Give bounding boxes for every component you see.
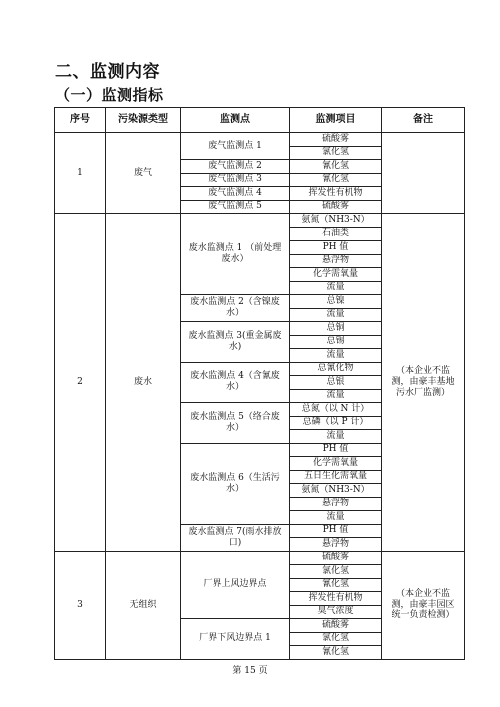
cell-monitor-item: 挥发性有机物 <box>290 187 382 201</box>
cell-monitor-item: 流量 <box>290 281 382 295</box>
cell-monitor-item: PH 值 <box>290 241 382 255</box>
table-row <box>55 214 465 228</box>
cell-monitor-item: 悬浮物 <box>290 497 382 511</box>
cell-monitor-item: 氰化氢 <box>290 646 382 660</box>
cell-monitor-point <box>181 322 290 363</box>
table-body <box>55 133 465 660</box>
cell-monitor-point <box>181 187 290 201</box>
cell-monitor-item: 化学需氧量 <box>290 457 382 471</box>
cell-monitor-item: 硫酸雾 <box>290 551 382 565</box>
cell-monitor-item: 氨氮（NH3-N） <box>290 214 382 228</box>
cell-monitor-item: 总镍 <box>290 295 382 309</box>
table-header-row <box>55 108 465 133</box>
cell-monitor-point <box>181 160 290 174</box>
cell-source-type: 废水 <box>106 214 181 552</box>
monitor-point-label: 废气监测点 5 <box>208 201 262 212</box>
header-source-type: 污染源类型 <box>106 108 181 133</box>
monitor-point-label: 废水监测点 1 （前处理废水） <box>188 243 282 264</box>
cell-monitor-item: 氰化氢 <box>290 578 382 592</box>
cell-monitor-point <box>181 214 290 295</box>
cell-no: 1 <box>55 133 106 214</box>
header-no: 序号 <box>55 108 106 133</box>
cell-monitor-point <box>181 362 290 403</box>
monitor-point-label: 废气监测点 3 <box>208 174 262 185</box>
cell-no: 3 <box>55 551 106 659</box>
cell-monitor-item: 氯化氢 <box>290 632 382 646</box>
cell-monitor-point <box>181 173 290 187</box>
cell-monitor-item: PH 值 <box>290 524 382 538</box>
remark-text: （本企业不监测，由豪丰园区统一负责检测） <box>391 588 455 621</box>
cell-monitor-point <box>181 524 290 551</box>
cell-monitor-item: 臭气浓度 <box>290 605 382 619</box>
cell-monitor-item: 氯化氢 <box>290 146 382 160</box>
cell-monitor-item: 悬浮物 <box>290 538 382 552</box>
cell-monitor-point <box>181 619 290 660</box>
table-row <box>55 551 465 565</box>
header-monitor-point: 监测点 <box>181 108 290 133</box>
cell-remark <box>382 551 465 659</box>
cell-monitor-item: 总铜 <box>290 322 382 336</box>
monitor-point-label: 废气监测点 1 <box>208 140 262 151</box>
cell-monitor-point <box>181 133 290 160</box>
cell-no: 2 <box>55 214 106 552</box>
remark-text: （本企业不监测，由豪丰基地污水厂监测） <box>391 366 455 398</box>
cell-remark <box>382 133 465 214</box>
cell-monitor-item: 挥发性有机物 <box>290 592 382 606</box>
cell-monitor-item: 悬浮物 <box>290 254 382 268</box>
cell-remark <box>382 214 465 552</box>
cell-monitor-item: 氰化氢 <box>290 173 382 187</box>
cell-monitor-item: 流量 <box>290 349 382 363</box>
cell-monitor-item: 硫酸雾 <box>290 133 382 147</box>
cell-monitor-item: 氰化氢 <box>290 160 382 174</box>
monitor-point-label: 废水监测点 7(雨水排放口) <box>188 526 282 548</box>
cell-monitor-point <box>181 200 290 214</box>
header-remark: 备注 <box>382 108 465 133</box>
cell-monitor-point <box>181 295 290 322</box>
monitor-point-label: 废水监测点 3(重金属废水) <box>188 330 282 352</box>
cell-monitor-item: 流量 <box>290 308 382 322</box>
cell-source-type: 无组织 <box>106 551 181 659</box>
cell-monitor-item: 氨氮（NH3-N） <box>290 484 382 498</box>
cell-monitor-item: 化学需氧量 <box>290 268 382 282</box>
cell-monitor-item: 流量 <box>290 389 382 403</box>
monitor-point-label: 废水监测点 4（含氰废水） <box>190 371 280 393</box>
page-number: 第 15 页 <box>232 666 268 676</box>
cell-monitor-item: PH 值 <box>290 443 382 457</box>
monitor-point-label: 废水监测点 2（含镍废水） <box>190 297 280 318</box>
section-heading: 二、监测内容 <box>55 62 160 82</box>
cell-monitor-item: 石油类 <box>290 227 382 241</box>
cell-monitor-item: 总银 <box>290 376 382 390</box>
cell-monitor-point <box>181 403 290 444</box>
monitor-point-label: 废气监测点 4 <box>208 187 262 198</box>
cell-monitor-item: 五日生化需氧量 <box>290 470 382 484</box>
cell-monitor-item: 硫酸雾 <box>290 619 382 633</box>
cell-monitor-item: 氯化氢 <box>290 565 382 579</box>
cell-monitor-item: 总氮（以 N 计） <box>290 403 382 417</box>
monitor-point-label: 厂界下风边界点 1 <box>199 633 271 644</box>
cell-source-type: 废气 <box>106 133 181 214</box>
cell-monitor-point <box>181 443 290 524</box>
cell-monitor-item: 总磷（以 P 计） <box>290 416 382 430</box>
cell-monitor-point <box>181 551 290 619</box>
cell-monitor-item: 流量 <box>290 430 382 444</box>
table-row <box>55 133 465 147</box>
subsection-heading: （一）监测指标 <box>55 86 164 104</box>
monitor-point-label: 厂界上风边界点 <box>203 579 267 590</box>
monitoring-table <box>54 107 465 660</box>
monitor-point-label: 废水监测点 5（络合废水） <box>190 411 280 433</box>
monitor-point-label: 废气监测点 2 <box>208 160 262 171</box>
monitor-point-label: 废水监测点 6（生活污水） <box>190 472 280 494</box>
cell-monitor-item: 总氰化物 <box>290 362 382 376</box>
cell-monitor-item: 总锡 <box>290 335 382 349</box>
cell-monitor-item: 硫酸雾 <box>290 200 382 214</box>
header-monitor-item: 监测项目 <box>290 108 382 133</box>
cell-monitor-item: 流量 <box>290 511 382 525</box>
